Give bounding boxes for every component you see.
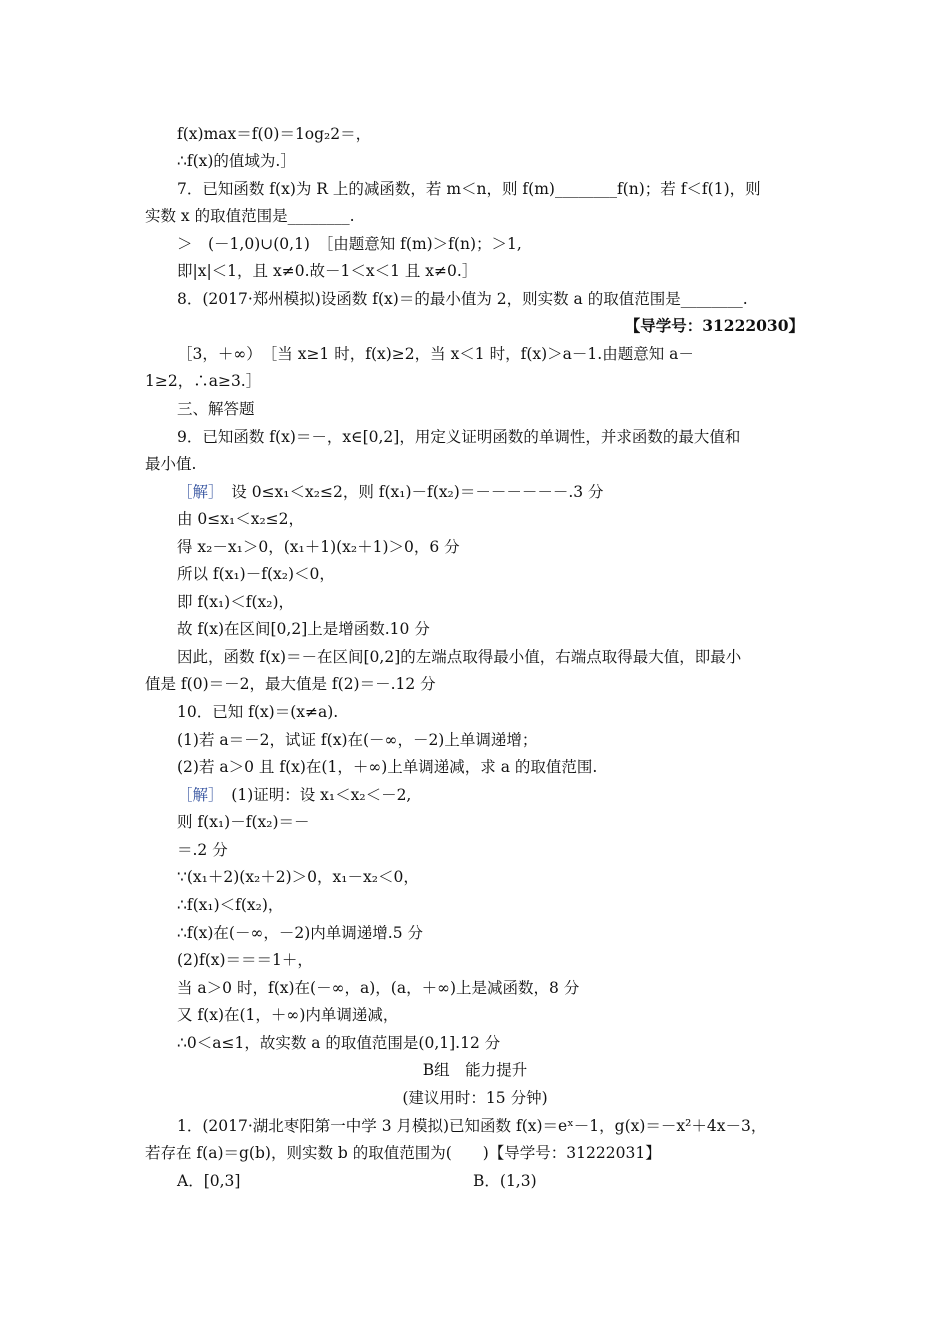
text-line: 1≥2，∴a≥3.］ [145, 372, 262, 390]
answer-line: ［3，＋∞） ［当 x≥1 时，f(x)≥2，当 x＜1 时，f(x)＞a－1.由题意知 a－ [177, 345, 694, 363]
question-b1-line: 1．(2017·湖北枣阳第一中学 3 月模拟)已知函数 f(x)＝eˣ－1，g(x)＝－x²＋4x－3， [177, 1117, 767, 1135]
option-b: B．(1,3) [473, 1172, 537, 1190]
solution-line [177, 785, 411, 805]
text-line: ∴f(x)的值域为.］ [177, 152, 296, 170]
question-7-line: 7．已知函数 f(x)为 R 上的减函数，若 m＜n，则 f(m)________f(n)；若 f＜f(1)，则 [177, 180, 761, 198]
section-heading: 三、解答题 [177, 400, 255, 418]
text-line: ∵(x₁＋2)(x₂＋2)＞0，x₁－x₂＜0， [177, 868, 419, 886]
question-8-line: 8．(2017·郑州模拟)设函数 f(x)＝的最小值为 2，则实数 a 的取值范围是________. [177, 290, 748, 308]
text-line: f(x)max＝f(0)＝1og₂2＝， [177, 125, 372, 143]
solution-tag: ［解］ [177, 786, 216, 804]
text-line: (2)f(x)＝＝＝1＋， [177, 951, 313, 969]
text-line: 又 f(x)在(1，＋∞)内单调递减， [177, 1006, 399, 1024]
text-line: 当 a＞0 时，f(x)在(－∞，a)，(a，＋∞)上是减函数，8 分 [177, 979, 580, 997]
question-9-line: 9．已知函数 f(x)＝－，x∈[0,2]，用定义证明函数的单调性，并求函数的最大值和 [177, 428, 741, 446]
text-line: 值是 f(0)＝－2，最大值是 f(2)＝－.12 分 [145, 675, 436, 693]
text-line: 得 x₂－x₁＞0，(x₁＋1)(x₂＋1)＞0，6 分 [177, 538, 460, 556]
suggested-time: (建议用时：15 分钟) [402, 1089, 548, 1107]
question-10-line: 10．已知 f(x)＝(x≠a). [177, 703, 339, 721]
text-line: 则 f(x₁)－f(x₂)＝－ [177, 813, 310, 831]
option-a: A．[0,3] [177, 1172, 241, 1190]
text-line: 所以 f(x₁)－f(x₂)＜0， [177, 565, 335, 583]
text-line: 故 f(x)在区间[0,2]上是增函数.10 分 [177, 620, 430, 638]
text-line: 即|x|＜1，且 x≠0.故－1＜x＜1 且 x≠0.］ [177, 262, 478, 280]
text-line: 最小值. [145, 455, 197, 473]
text-line: 实数 x 的取值范围是________. [145, 207, 355, 225]
text-line: 由 0≤x₁＜x₂≤2， [177, 510, 305, 528]
text-line: ∴0＜a≤1，故实数 a 的取值范围是(0,1].12 分 [177, 1034, 501, 1052]
text-line: 设 0≤x₁＜x₂≤2，则 f(x₁)－f(x₂)＝－－－－－－.3 分 [231, 483, 604, 501]
answer-line: ＞ (－1,0)∪(0,1) ［由题意知 f(m)＞f(n)；＞1, [177, 235, 522, 253]
group-b-heading: B组 能力提升 [422, 1061, 528, 1079]
text-line: (1)若 a＝－2，试证 f(x)在(－∞，－2)上单调递增； [177, 731, 538, 749]
text-line: 即 f(x₁)＜f(x₂)， [177, 593, 294, 611]
text-line: (1)证明：设 x₁＜x₂＜－2, [231, 786, 412, 804]
guide-number: 【导学号：31222030】 [624, 316, 804, 335]
text-line: 若存在 f(a)＝g(b)，则实数 b 的取值范围为( )【导学号：31222031】 [145, 1144, 661, 1162]
text-line: ∴f(x₁)＜f(x₂)， [177, 896, 284, 914]
solution-line [177, 482, 604, 502]
solution-tag: ［解］ [177, 483, 216, 501]
text-line: (2)若 a＞0 且 f(x)在(1，＋∞)上单调递减，求 a 的取值范围. [177, 758, 598, 776]
text-line: ＝.2 分 [177, 841, 228, 859]
text-line: 因此，函数 f(x)＝－在区间[0,2]的左端点取得最小值，右端点取得最大值，即最小 [177, 648, 742, 666]
text-line: ∴f(x)在(－∞，－2)内单调递增.5 分 [177, 924, 424, 942]
